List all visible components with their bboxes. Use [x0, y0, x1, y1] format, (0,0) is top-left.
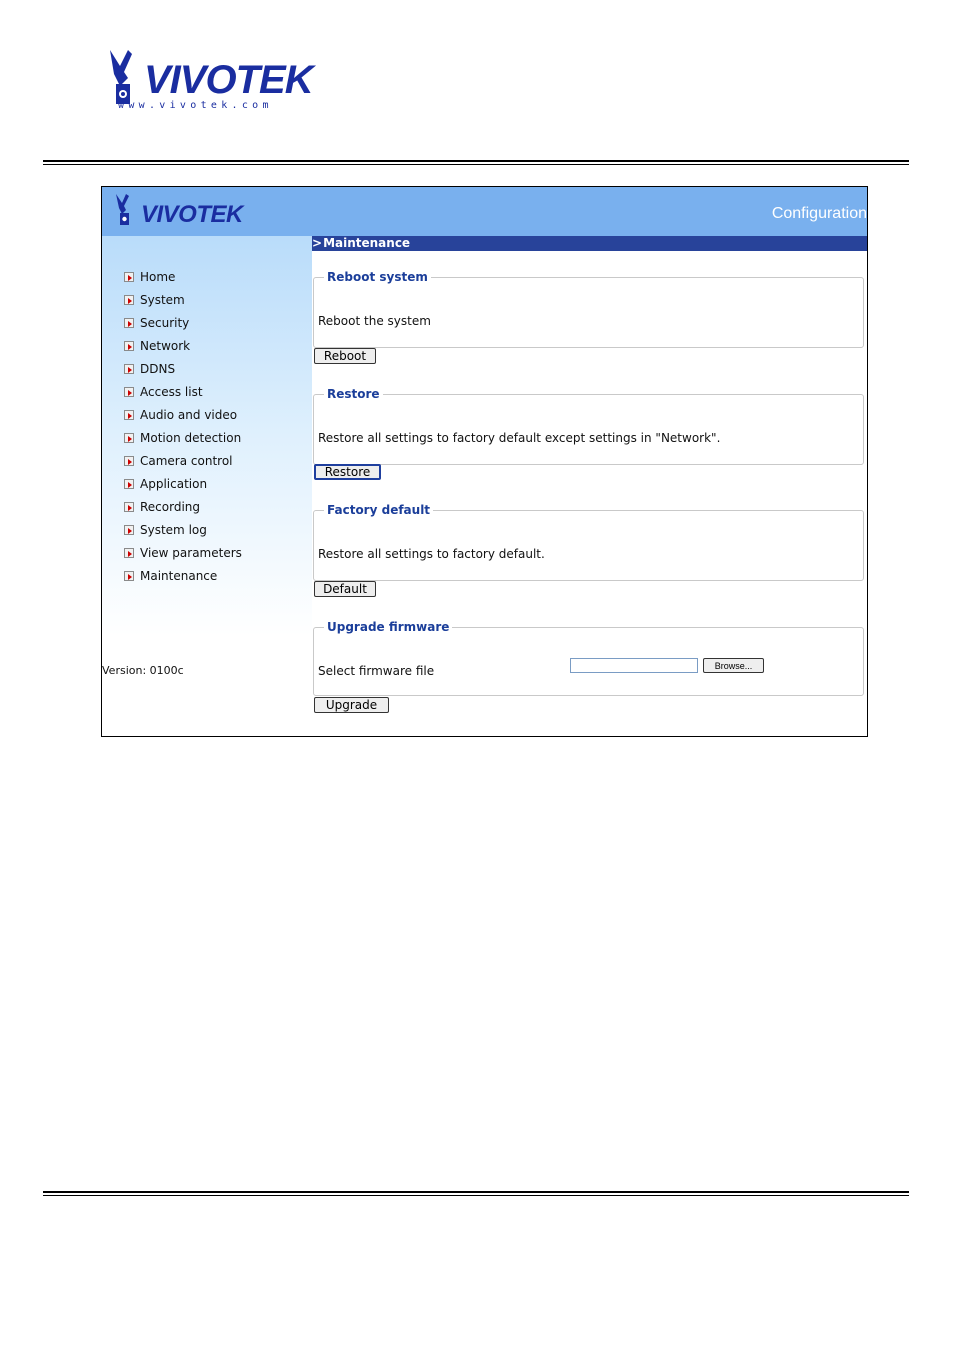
sidebar-item-system-log[interactable] — [124, 522, 207, 538]
sidebar-item-motion-detection[interactable] — [124, 430, 241, 446]
sidebar-item-label: Home — [140, 270, 176, 284]
top-divider — [43, 160, 909, 165]
sidebar-item-label: Camera control — [140, 454, 233, 468]
sidebar-item-camera-control[interactable] — [124, 453, 233, 469]
sidebar-item-label: Application — [140, 477, 208, 491]
sidebar-item-view-parameters[interactable] — [124, 545, 242, 561]
restore-group — [313, 387, 864, 465]
arrow-right-icon — [124, 479, 134, 489]
sidebar — [102, 236, 312, 736]
sidebar-item-label: Security — [140, 316, 190, 330]
banner — [102, 187, 867, 236]
restore-description: Restore all settings to factory default except settings in "Network". — [318, 431, 721, 445]
page-logo — [106, 48, 316, 116]
banner-logo-word: VIVOTEK — [141, 201, 243, 228]
bottom-divider — [43, 1191, 909, 1196]
reboot-system-legend: Reboot system — [327, 270, 428, 284]
vivotek-bird-icon — [114, 193, 140, 227]
select-firmware-label: Select firmware file — [318, 664, 435, 678]
page-logo-word: VIVOTEK — [144, 58, 313, 102]
factory-default-description: Restore all settings to factory default. — [318, 547, 545, 561]
factory-default-group — [313, 503, 864, 581]
page-title — [312, 236, 867, 251]
banner-logo — [114, 193, 254, 231]
arrow-right-icon — [124, 525, 134, 535]
browse-button[interactable]: Browse... — [703, 658, 764, 673]
sidebar-item-label: Audio and video — [140, 408, 238, 422]
arrow-right-icon — [124, 502, 134, 512]
sidebar-item-network[interactable] — [124, 338, 190, 354]
sidebar-item-label: Network — [140, 339, 191, 353]
arrow-right-icon — [124, 456, 134, 466]
sidebar-item-recording[interactable] — [124, 499, 200, 515]
sidebar-item-label: System log — [140, 523, 207, 537]
sidebar-item-home[interactable] — [124, 269, 175, 285]
reboot-button[interactable]: Reboot — [314, 348, 376, 364]
arrow-right-icon — [124, 364, 134, 374]
configuration-label: Configuration — [771, 205, 867, 222]
arrow-right-icon — [124, 548, 134, 558]
sidebar-item-system[interactable] — [124, 292, 185, 308]
sidebar-item-maintenance[interactable] — [124, 568, 217, 584]
page-title-text: Maintenance — [323, 236, 411, 250]
sidebar-item-security[interactable] — [124, 315, 189, 331]
sidebar-item-label: Maintenance — [140, 569, 218, 583]
sidebar-item-label: Recording — [140, 500, 201, 514]
chevron-right-icon: > — [312, 236, 323, 250]
sidebar-item-label: Access list — [140, 385, 203, 399]
sidebar-item-label: View parameters — [140, 546, 242, 560]
version-text: Version: 0100c — [102, 664, 184, 677]
sidebar-item-ddns[interactable] — [124, 361, 175, 377]
arrow-right-icon — [124, 341, 134, 351]
sidebar-item-access-list[interactable] — [124, 384, 203, 400]
arrow-right-icon — [124, 571, 134, 581]
firmware-file-input[interactable] — [570, 658, 698, 673]
upgrade-button[interactable]: Upgrade — [314, 697, 389, 713]
page-logo-url: www.vivotek.com — [118, 100, 273, 111]
sidebar-item-label: Motion detection — [140, 431, 242, 445]
arrow-right-icon — [124, 295, 134, 305]
arrow-right-icon — [124, 318, 134, 328]
reboot-description: Reboot the system — [318, 314, 431, 328]
arrow-right-icon — [124, 410, 134, 420]
upgrade-firmware-legend: Upgrade firmware — [327, 620, 450, 634]
default-button[interactable]: Default — [314, 581, 376, 597]
configuration-window — [101, 186, 868, 737]
factory-default-legend: Factory default — [327, 503, 431, 517]
sidebar-item-application[interactable] — [124, 476, 207, 492]
reboot-system-group — [313, 270, 864, 348]
sidebar-item-label: System — [140, 293, 185, 307]
arrow-right-icon — [124, 433, 134, 443]
arrow-right-icon — [124, 272, 134, 282]
restore-button[interactable]: Restore — [314, 464, 381, 480]
sidebar-item-audio-and-video[interactable] — [124, 407, 237, 423]
sidebar-item-label: DDNS — [140, 362, 176, 376]
arrow-right-icon — [124, 387, 134, 397]
restore-legend: Restore — [327, 387, 380, 401]
